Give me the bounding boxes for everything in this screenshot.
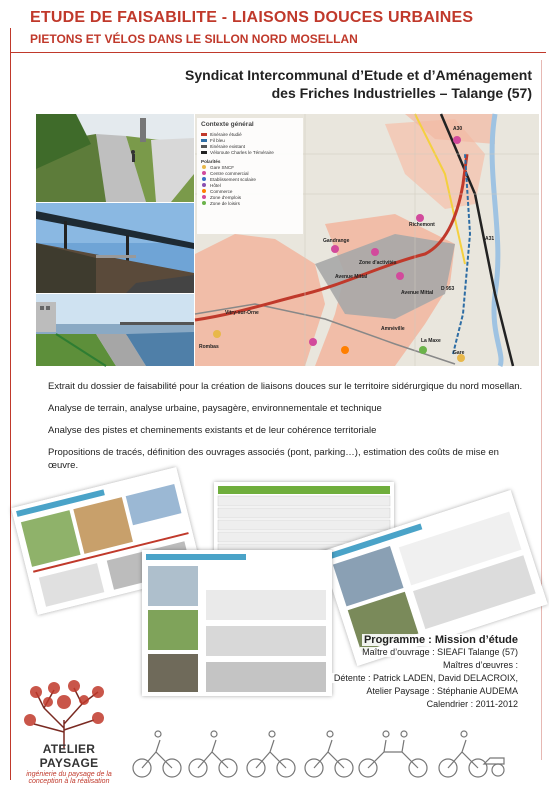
cyclists-illustration — [128, 724, 524, 780]
legend-label: Commerce — [210, 188, 233, 194]
legend-dot — [202, 177, 206, 181]
legend-label: Zone de loisirs — [210, 200, 240, 206]
photo-industrial-bridge — [36, 203, 194, 293]
program-builders-1: Détente : Patrick LADEN, David DELACROIX, — [333, 673, 518, 683]
program-title: Programme : Mission d’étude — [363, 634, 518, 646]
legend-label: Itinéraire existant — [210, 143, 245, 149]
legend-swatch — [201, 145, 207, 148]
map-place-label: Richemont — [409, 222, 435, 228]
legend-item — [201, 149, 299, 155]
project-description — [48, 380, 526, 481]
legend-label: Hôtel — [210, 182, 221, 188]
legend-label: Zone d'emplois — [210, 194, 242, 200]
map-legend-title: Contexte général — [201, 121, 254, 128]
map-road-label: Gare — [453, 350, 465, 356]
map-place-label: Vitry-sur-Orne — [225, 310, 259, 316]
description-paragraph: Analyse de terrain, analyse urbaine, paysagère, environnementale et technique — [48, 403, 382, 414]
client-line-1: Syndicat Intercommunal d’Etude et d’Aménagement — [185, 67, 532, 83]
frame-vertical-line — [10, 28, 11, 780]
map-legend — [197, 118, 303, 234]
map-place-label: Amnéville — [381, 326, 405, 332]
map-place-label: Zone d'activités — [359, 260, 397, 266]
program-calendar: Calendrier : 2011-2012 — [426, 699, 518, 709]
legend-dot — [202, 183, 206, 187]
logo-tagline: ingénierie du paysage de la conception à la réalisation — [26, 771, 112, 785]
program-builders-2: Atelier Paysage : Stéphanie AUDEMA — [366, 686, 518, 696]
legend-label: Fil bleu — [210, 137, 225, 143]
page-subtitle: PIETONS ET VÉLOS DANS LE SILLON NORD MOSELLAN — [30, 32, 358, 46]
program-info — [296, 634, 520, 711]
context-map — [195, 114, 539, 366]
frame-horizontal-line — [10, 52, 546, 53]
map-place-label: Gandrange — [323, 238, 350, 244]
legend-swatch — [201, 133, 207, 136]
legend-swatch — [201, 151, 207, 154]
page-title: ETUDE DE FAISABILITE - LIAISONS DOUCES URBAINES — [30, 9, 474, 26]
legend-label: Véloroute Charles le Téméraire — [210, 149, 274, 155]
client-name — [152, 66, 532, 102]
legend-dot — [202, 165, 206, 169]
frame-right-line — [541, 60, 542, 760]
legend-dot — [202, 195, 206, 199]
legend-dot — [202, 171, 206, 175]
legend-label: Centre commercial — [210, 170, 249, 176]
legend-poles-title: Polarités — [201, 159, 221, 164]
client-line-2: des Friches Industrielles – Talange (57) — [271, 85, 532, 101]
photo-canal-path — [36, 294, 194, 366]
logo-name: ATELIER PAYSAGE — [39, 742, 99, 770]
map-road-label: D 953 — [441, 286, 455, 292]
photo-cycle-path — [36, 114, 194, 202]
program-builders-label: Maîtres d’œuvres : — [442, 660, 518, 670]
legend-pole — [201, 200, 299, 206]
program-owner: Maître d’ouvrage : SIEAFI Talange (57) — [362, 647, 518, 657]
legend-dot — [202, 189, 206, 193]
description-paragraph: Analyse des pistes et cheminements existants et de leur cohérence territoriale — [48, 425, 377, 436]
legend-label: Itinéraire étudié — [210, 131, 242, 137]
legend-label: Gare SNCF — [210, 164, 234, 170]
map-place-label: La Maxe — [421, 338, 441, 344]
map-place-label: Avenue Mittal — [401, 290, 434, 296]
map-place-label: Rombas — [199, 344, 219, 350]
map-place-label: Avenue Mittal — [335, 274, 368, 280]
legend-label: Etablissement scolaire — [210, 176, 256, 182]
description-paragraph: Extrait du dossier de faisabilité pour la création de liaisons douces sur le territoire sidérurgique du nord mosellan. — [48, 381, 523, 392]
map-road-label: A30 — [453, 126, 463, 132]
legend-swatch — [201, 139, 207, 142]
logo-text — [14, 742, 124, 785]
description-paragraph: Propositions de tracés, définition des ouvrages associés (pont, parking…), estimation des coûts de mise en œuvre. — [48, 447, 499, 471]
map-road-label: A31 — [485, 236, 495, 242]
legend-dot — [202, 201, 206, 205]
